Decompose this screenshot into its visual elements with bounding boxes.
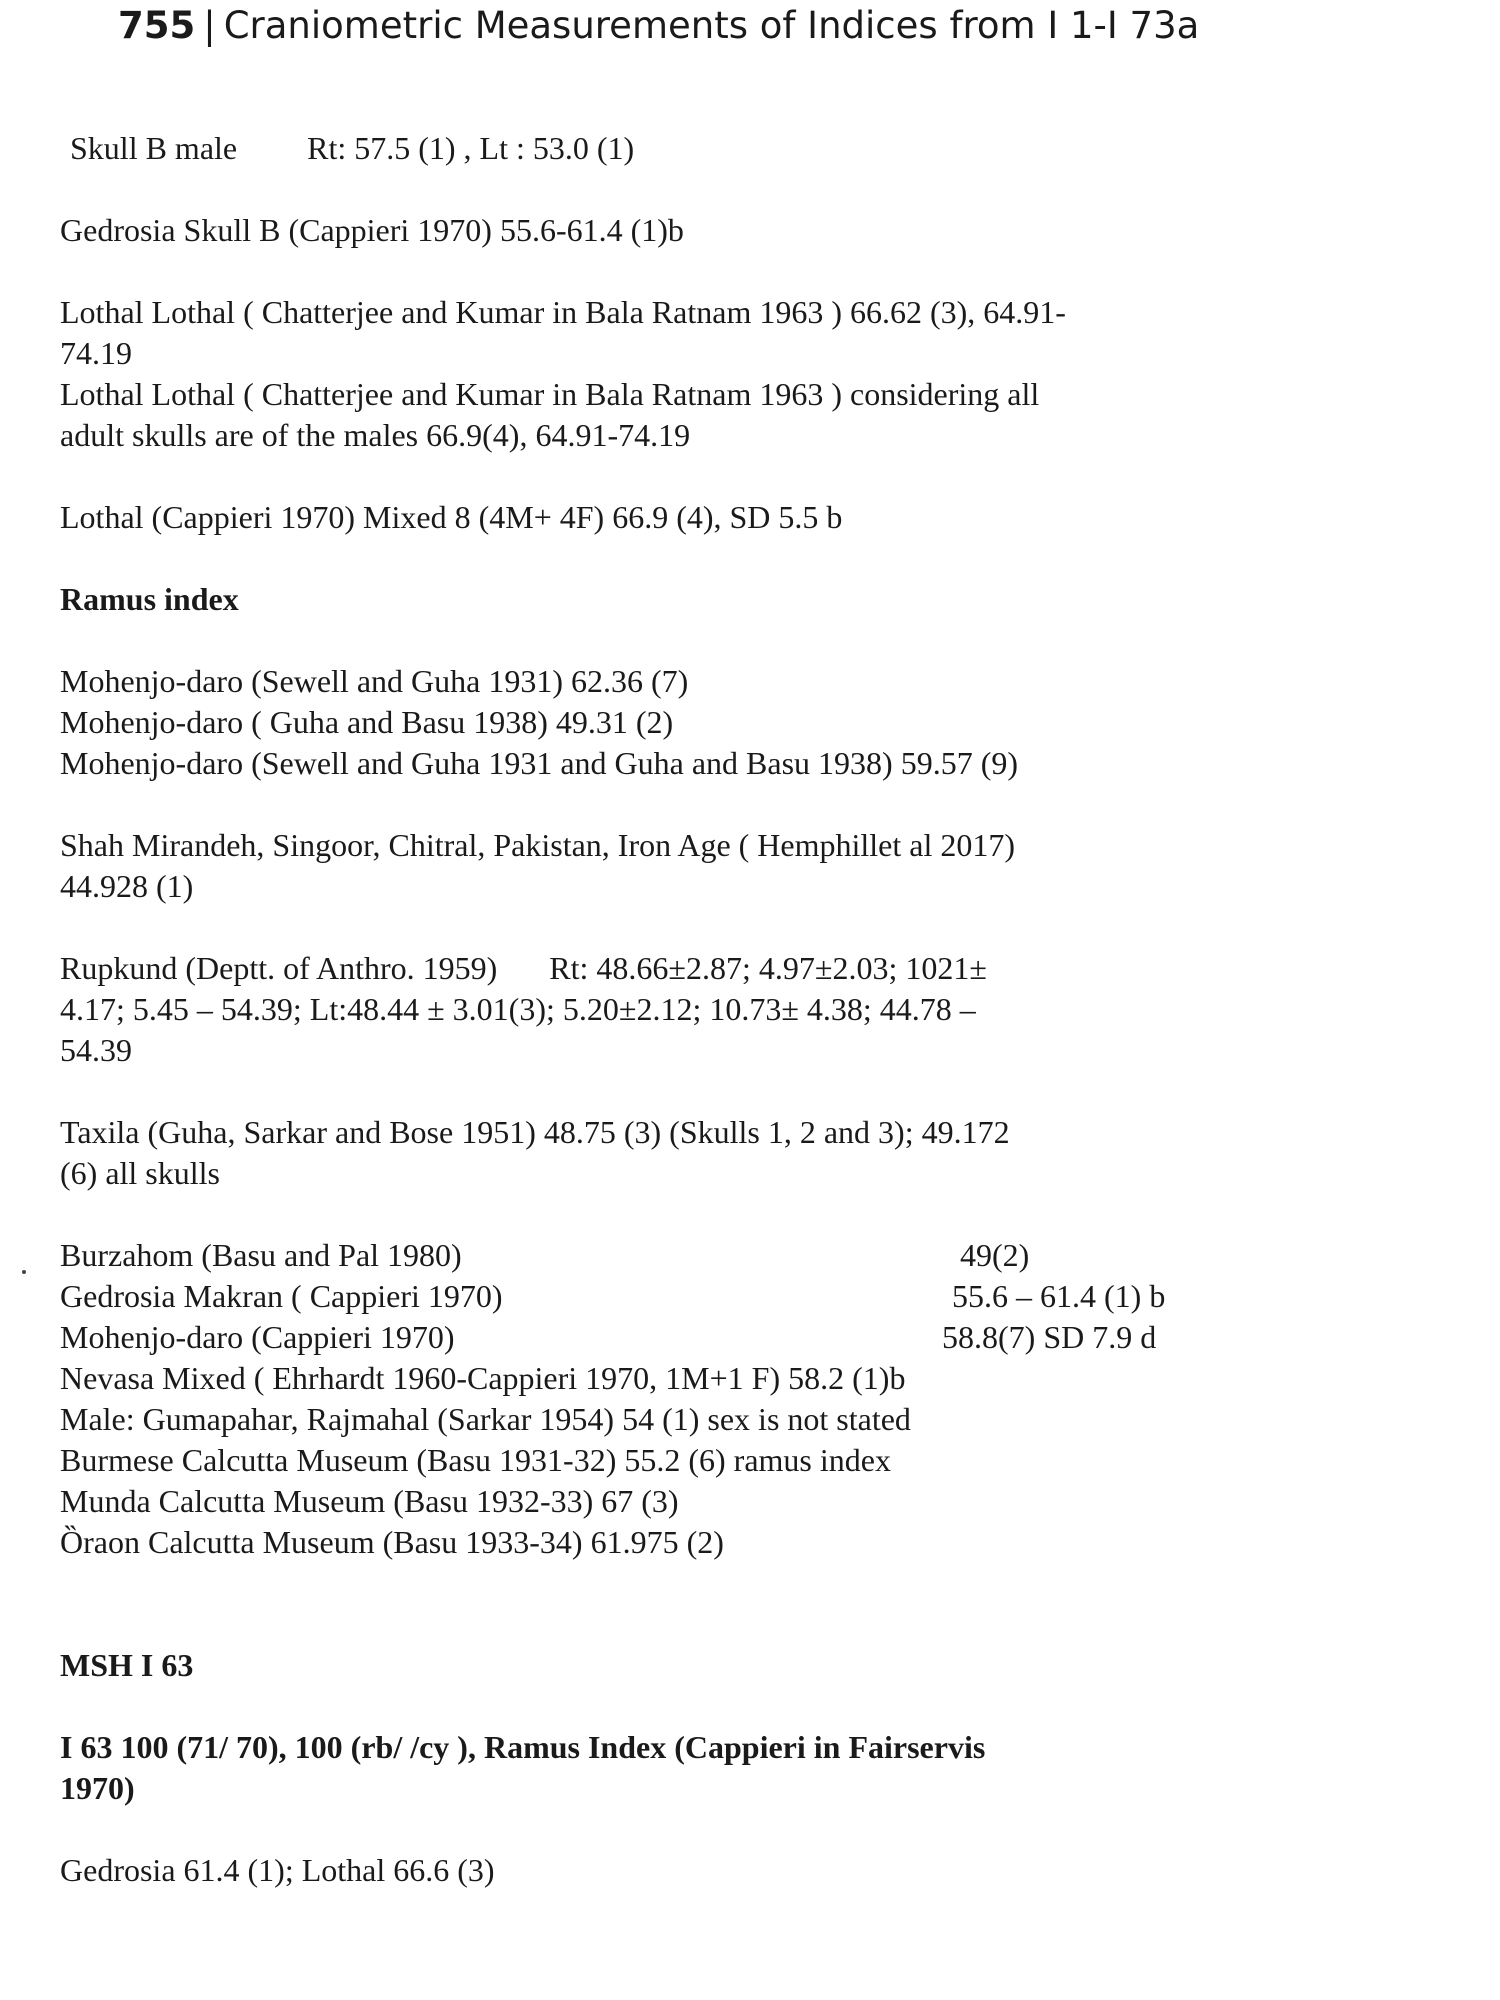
rupkund-line-1 <box>60 948 1360 989</box>
lothal-2-line-2: adult skulls are of the males 66.9(4), 64.91-74.19 <box>60 417 691 453</box>
shah-line-2: 44.928 (1) <box>60 868 194 904</box>
mohenjo-line-1: Mohenjo-daro (Sewell and Guha 1931) 62.36 (7) <box>60 663 689 699</box>
shah-line-1: Shah Mirandeh, Singoor, Chitral, Pakistan, Iron Age ( Hemphillet al 2017) <box>60 827 1016 863</box>
header-title: Craniometric Measurements of Indices from I 1-I 73a <box>223 4 1200 47</box>
taxila-entry <box>60 1112 1360 1194</box>
table-row-label: Gedrosia Makran ( Cappieri 1970) <box>60 1278 503 1314</box>
mohenjo-line-2: Mohenjo-daro ( Guha and Basu 1938) 49.31 (2) <box>60 704 674 740</box>
mohenjo-entries <box>60 661 1360 784</box>
lothal-1-line-2: 74.19 <box>60 335 132 371</box>
i63-heading <box>60 1727 1360 1809</box>
list-item: Male: Gumapahar, Rajmahal (Sarkar 1954) 54 (1) sex is not stated <box>60 1401 911 1437</box>
i63-heading-line-1: I 63 100 (71/ 70), 100 (rb/ /cy ), Ramus Index (Cappieri in Fairservis <box>60 1729 986 1765</box>
list-item: Munda Calcutta Museum (Basu 1932-33) 67 (3) <box>60 1483 679 1519</box>
table-row-label: Burzahom (Basu and Pal 1980) <box>60 1237 462 1273</box>
comparison-list <box>60 1235 1360 1563</box>
ramus-index-heading: Ramus index <box>60 581 239 617</box>
list-item: Ȍraon Calcutta Museum (Basu 1933-34) 61.975 (2) <box>60 1524 724 1560</box>
rupkund-rt: Rt: 48.66±2.87; 4.97±2.03; 1021± <box>549 950 987 986</box>
rupkund-entry <box>60 948 1360 1071</box>
i63-heading-line-2: 1970) <box>60 1770 135 1806</box>
lothal-2-line-1: Lothal Lothal ( Chatterjee and Kumar in Bala Ratnam 1963 ) considering all <box>60 376 1040 412</box>
table-row-value: 58.8(7) SD 7.9 d <box>942 1319 1157 1355</box>
lothal-cappieri-line: Lothal (Cappieri 1970) Mixed 8 (4M+ 4F) 66.9 (4), SD 5.5 b <box>60 499 843 535</box>
margin-speck <box>22 1270 26 1274</box>
skull-b-line <box>60 128 1360 169</box>
skull-b-label: Skull B male <box>70 130 238 166</box>
lothal-entry-2 <box>60 374 1360 456</box>
rupkund-label: Rupkund (Deptt. of Anthro. 1959) <box>60 950 498 986</box>
gedrosia-skull-b-line: Gedrosia Skull B (Cappieri 1970) 55.6-61.4 (1)b <box>60 212 684 248</box>
table-row-value: 49(2) <box>960 1237 1030 1273</box>
table-row-value: 55.6 – 61.4 (1) b <box>952 1278 1166 1314</box>
header-separator: | <box>203 4 216 47</box>
list-item: Burmese Calcutta Museum (Basu 1931-32) 55.2 (6) ramus index <box>60 1442 891 1478</box>
final-line: Gedrosia 61.4 (1); Lothal 66.6 (3) <box>60 1852 495 1888</box>
list-item: Nevasa Mixed ( Ehrhardt 1960-Cappieri 1970, 1M+1 F) 58.2 (1)b <box>60 1360 906 1396</box>
taxila-line-2: (6) all skulls <box>60 1155 220 1191</box>
page-number: 755 <box>118 4 196 47</box>
lothal-entry-1 <box>60 292 1360 374</box>
page-body <box>60 128 1360 1891</box>
rupkund-line-2: 4.17; 5.45 – 54.39; Lt:48.44 ± 3.01(3); 5.20±2.12; 10.73± 4.38; 44.78 – <box>60 991 976 1027</box>
shah-mirandeh-entry <box>60 825 1360 907</box>
table-row-label: Mohenjo-daro (Cappieri 1970) <box>60 1319 455 1355</box>
lothal-1-line-1: Lothal Lothal ( Chatterjee and Kumar in Bala Ratnam 1963 ) 66.62 (3), 64.91- <box>60 294 1066 330</box>
running-header <box>118 4 1199 47</box>
skull-b-values: Rt: 57.5 (1) , Lt : 53.0 (1) <box>307 130 635 166</box>
mohenjo-line-3: Mohenjo-daro (Sewell and Guha 1931 and Guha and Basu 1938) 59.57 (9) <box>60 745 1019 781</box>
table-row <box>60 1276 1360 1317</box>
table-row <box>60 1317 1360 1358</box>
table-row <box>60 1235 1360 1276</box>
rupkund-line-3: 54.39 <box>60 1032 132 1068</box>
msh-heading: MSH I 63 <box>60 1647 194 1683</box>
taxila-line-1: Taxila (Guha, Sarkar and Bose 1951) 48.75 (3) (Skulls 1, 2 and 3); 49.172 <box>60 1114 1010 1150</box>
